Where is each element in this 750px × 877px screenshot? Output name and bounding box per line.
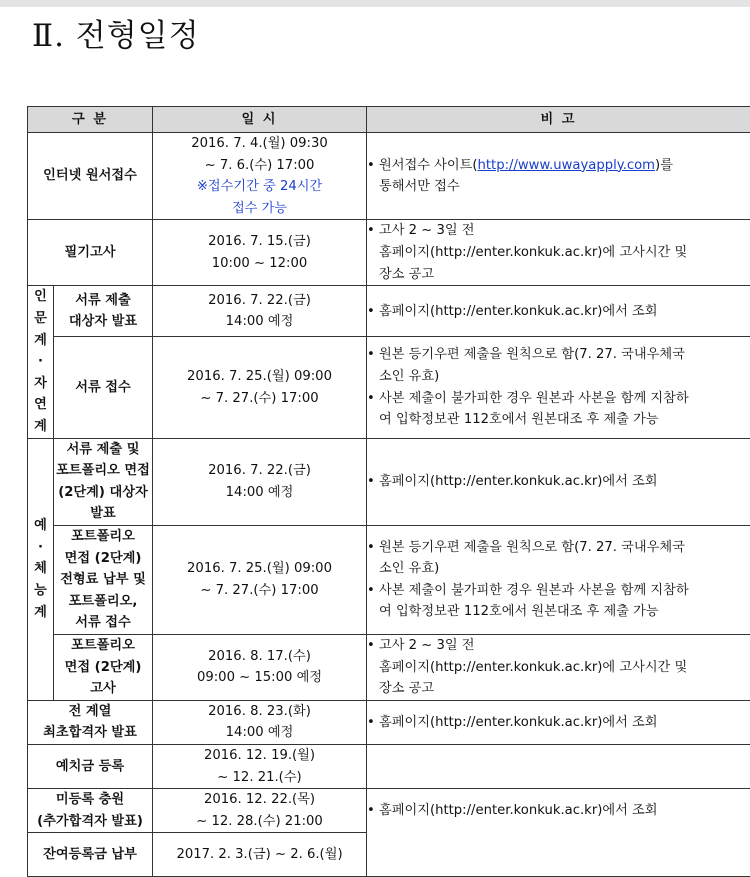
date-cell: 2016. 12. 19.(월) ~ 12. 21.(수) (153, 745, 367, 789)
category-cell: 서류 제출 대상자 발표 (54, 286, 153, 337)
category-cell: 포트폴리오 면접 (2단계) 고사 (54, 634, 153, 700)
note-cell: • 고사 2 ~ 3일 전 홈페이지(http://enter.konkuk.ac.kr)에 고사시간 및 장소 공고 (367, 220, 750, 286)
page-title: Ⅱ. 전형일정 (32, 10, 200, 55)
category-cell: 인터넷 원서접수 (28, 133, 153, 220)
date-note: ※접수기간 중 24시간 (153, 176, 366, 198)
note-cell (367, 745, 750, 789)
note-cell: • 홈페이지(http://enter.konkuk.ac.kr)에서 조회 (367, 700, 750, 744)
table-row (28, 745, 750, 789)
table-row (28, 286, 750, 337)
table-row (28, 634, 750, 700)
date-cell: 2016. 8. 23.(화) 14:00 예정 (153, 700, 367, 744)
table-row (28, 337, 750, 438)
table-row (28, 133, 750, 220)
note-cell: • 홈페이지(http://enter.konkuk.ac.kr)에서 조회 (367, 286, 750, 337)
category-cell: 전 계열 최초합격자 발표 (28, 700, 153, 744)
group-label-humanities: 인 문 계 · 자 연 계 (28, 286, 54, 438)
top-bar (0, 0, 750, 7)
header-date: 일 시 (153, 107, 367, 133)
date-cell: 2017. 2. 3.(금) ~ 2. 6.(월) (153, 833, 367, 877)
category-cell: 포트폴리오 면접 (2단계) 전형료 납부 및 포트폴리오, 서류 접수 (54, 525, 153, 634)
note-cell: • 원서접수 사이트(http://www.uwayapply.com)를 통해서만 접수 (367, 133, 750, 220)
category-cell: 필기고사 (28, 220, 153, 286)
header-note: 비 고 (367, 107, 750, 133)
note-cell: • 홈페이지(http://enter.konkuk.ac.kr)에서 조회 (367, 438, 750, 525)
category-cell: 잔여등록금 납부 (28, 833, 153, 877)
table-row (28, 438, 750, 525)
category-cell: 서류 제출 및 포트폴리오 면접 (2단계) 대상자 발표 (54, 438, 153, 525)
date-cell: 2016. 7. 25.(월) 09:00 ~ 7. 27.(수) 17:00 (153, 337, 367, 438)
category-cell: 서류 접수 (54, 337, 153, 438)
table-row (28, 700, 750, 744)
schedule-table (27, 106, 750, 877)
apply-site-link[interactable]: http://www.uwayapply.com (478, 158, 656, 173)
category-cell: 예치금 등록 (28, 745, 153, 789)
table-row (28, 789, 750, 833)
date-cell: 2016. 12. 22.(목) ~ 12. 28.(수) 21:00 (153, 789, 367, 833)
date-cell: 2016. 8. 17.(수) 09:00 ~ 15:00 예정 (153, 634, 367, 700)
note-cell: • 원본 등기우편 제출을 원칙으로 함(7. 27. 국내우체국 소인 유효) • 사본 제출이 불가피한 경우 원본과 사본을 함께 지참하 여 입학정보관 112호에서 원본대조 후 제출 가능 (367, 337, 750, 438)
note-cell: • 홈페이지(http://enter.konkuk.ac.kr)에서 조회 (367, 789, 750, 877)
date-cell: 2016. 7. 15.(금) 10:00 ~ 12:00 (153, 220, 367, 286)
table-row (28, 525, 750, 634)
table-header-row (28, 107, 750, 133)
date-cell: 2016. 7. 22.(금) 14:00 예정 (153, 286, 367, 337)
date-cell: 2016. 7. 25.(월) 09:00 ~ 7. 27.(수) 17:00 (153, 525, 367, 634)
table-row (28, 220, 750, 286)
note-cell: • 원본 등기우편 제출을 원칙으로 함(7. 27. 국내우체국 소인 유효) • 사본 제출이 불가피한 경우 원본과 사본을 함께 지참하 여 입학정보관 112호에서 원본대조 후 제출 가능 (367, 525, 750, 634)
header-category: 구 분 (28, 107, 153, 133)
category-cell: 미등록 충원 (추가합격자 발표) (28, 789, 153, 833)
note-cell: • 고사 2 ~ 3일 전 홈페이지(http://enter.konkuk.ac.kr)에 고사시간 및 장소 공고 (367, 634, 750, 700)
date-cell: 2016. 7. 22.(금) 14:00 예정 (153, 438, 367, 525)
date-cell: 2016. 7. 4.(월) 09:30 ~ 7. 6.(수) 17:00 ※접수기간 중 24시간 접수 가능 (153, 133, 367, 220)
group-label-arts: 예 · 체 능 계 (28, 438, 54, 700)
date-note: 접수 가능 (153, 198, 366, 220)
